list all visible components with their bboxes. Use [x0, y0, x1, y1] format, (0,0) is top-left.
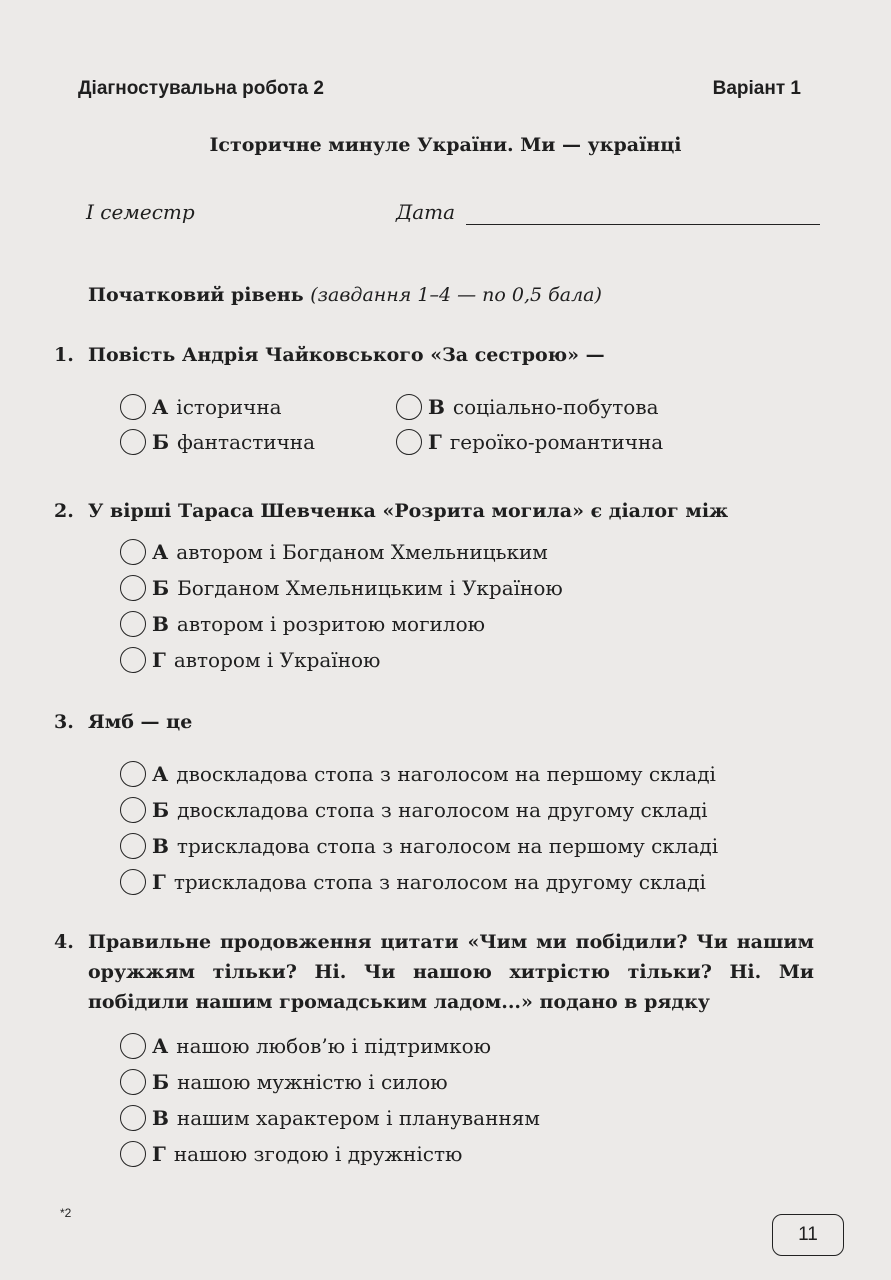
- answer-option[interactable]: [120, 1105, 540, 1133]
- answer-option[interactable]: [120, 539, 548, 567]
- question-2: [54, 496, 728, 526]
- answer-option[interactable]: [120, 1141, 462, 1169]
- option-letter: В: [152, 834, 169, 858]
- radio-circle-icon[interactable]: [120, 833, 146, 859]
- option-letter: Г: [152, 870, 166, 894]
- answer-option[interactable]: [120, 611, 485, 639]
- option-letter: Г: [428, 430, 442, 454]
- option-text: нашим характером і плануванням: [176, 1106, 540, 1130]
- option-letter: А: [152, 395, 169, 419]
- option-text: трискладова стопа з наголосом на першому складі: [176, 834, 719, 858]
- option-letter: Б: [152, 430, 170, 454]
- level-name: Початковий рівень: [88, 284, 304, 306]
- answer-option[interactable]: [120, 1069, 448, 1097]
- option-text: фантастична: [177, 430, 316, 454]
- answer-option[interactable]: [120, 869, 706, 897]
- option-text: автором і розритою могилою: [176, 612, 486, 636]
- option-letter: В: [152, 1106, 169, 1130]
- topic-title: Історичне минуле України. Ми — українці: [209, 134, 682, 156]
- radio-circle-icon[interactable]: [120, 797, 146, 823]
- date-label: Дата: [396, 200, 456, 224]
- answer-option[interactable]: [120, 394, 282, 422]
- option-letter: Г: [152, 1142, 166, 1166]
- option-text: історична: [176, 395, 282, 419]
- answer-option[interactable]: [120, 1033, 491, 1061]
- option-text: соціально-побутова: [452, 395, 659, 419]
- radio-circle-icon[interactable]: [120, 429, 146, 455]
- option-letter: А: [152, 1034, 169, 1058]
- answer-option[interactable]: [120, 761, 716, 789]
- variant-label: Варіант 1: [712, 78, 801, 99]
- answer-option[interactable]: [396, 394, 659, 422]
- option-letter: Б: [152, 798, 170, 822]
- option-letter: Г: [152, 648, 166, 672]
- answer-option[interactable]: [120, 797, 708, 825]
- option-letter: В: [152, 612, 169, 636]
- question-text: Ямб — це: [88, 711, 193, 733]
- radio-circle-icon[interactable]: [120, 1105, 146, 1131]
- radio-circle-icon[interactable]: [120, 761, 146, 787]
- answer-option[interactable]: [120, 647, 380, 675]
- answer-option[interactable]: [120, 429, 315, 457]
- work-title: Діагностувальна робота 2: [78, 78, 324, 99]
- radio-circle-icon[interactable]: [120, 647, 146, 673]
- question-number: 2.: [54, 500, 74, 522]
- radio-circle-icon[interactable]: [120, 539, 146, 565]
- footer-mark: *2: [60, 1206, 72, 1220]
- question-3: [54, 707, 192, 737]
- radio-circle-icon[interactable]: [120, 1069, 146, 1095]
- option-letter: Б: [152, 576, 170, 600]
- question-number: 1.: [54, 344, 74, 366]
- radio-circle-icon[interactable]: [120, 1033, 146, 1059]
- option-text: героїко-романтична: [449, 430, 664, 454]
- question-text: Правильне продовження цитати «Чим ми побідили? Чи нашим оружжям тільки? Ні. Чи нашою хитрістю тільки? Ні. Ми побідили нашим громадським ладом...» подано в рядку: [88, 931, 814, 1013]
- radio-circle-icon[interactable]: [120, 869, 146, 895]
- radio-circle-icon[interactable]: [396, 429, 422, 455]
- option-text: Богданом Хмельницьким і Україною: [177, 576, 563, 600]
- question-number: 4.: [54, 931, 74, 953]
- option-text: автором і Богданом Хмельницьким: [176, 540, 548, 564]
- level-note: (завдання 1–4 — по 0,5 бала): [310, 284, 602, 306]
- option-text: двоскладова стопа з наголосом на першому складі: [176, 762, 716, 786]
- date-field-line[interactable]: [466, 224, 820, 225]
- option-text: нашою мужністю і силою: [177, 1070, 448, 1094]
- option-text: нашою любов’ю і підтримкою: [176, 1034, 492, 1058]
- page-number: 11: [772, 1214, 844, 1256]
- radio-circle-icon[interactable]: [120, 1141, 146, 1167]
- option-text: автором і Україною: [173, 648, 381, 672]
- question-4: [54, 927, 814, 1017]
- answer-option[interactable]: [120, 833, 718, 861]
- option-letter: В: [428, 395, 445, 419]
- option-text: двоскладова стопа з наголосом на другому складі: [177, 798, 708, 822]
- radio-circle-icon[interactable]: [120, 611, 146, 637]
- question-text: Повість Андрія Чайковського «За сестрою» —: [88, 344, 605, 366]
- question-1: [54, 340, 605, 370]
- radio-circle-icon[interactable]: [120, 575, 146, 601]
- option-letter: Б: [152, 1070, 170, 1094]
- option-letter: А: [152, 762, 169, 786]
- semester-label: I семестр: [86, 200, 195, 224]
- question-text: У вірші Тараса Шевченка «Розрита могила» є діалог між: [88, 500, 729, 522]
- option-letter: А: [152, 540, 169, 564]
- question-number: 3.: [54, 711, 74, 733]
- level-heading: [88, 284, 602, 306]
- option-text: нашою згодою і дружністю: [173, 1142, 463, 1166]
- radio-circle-icon[interactable]: [396, 394, 422, 420]
- option-text: трискладова стопа з наголосом на другому складі: [173, 870, 706, 894]
- answer-option[interactable]: [120, 575, 563, 603]
- answer-option[interactable]: [396, 429, 663, 457]
- radio-circle-icon[interactable]: [120, 394, 146, 420]
